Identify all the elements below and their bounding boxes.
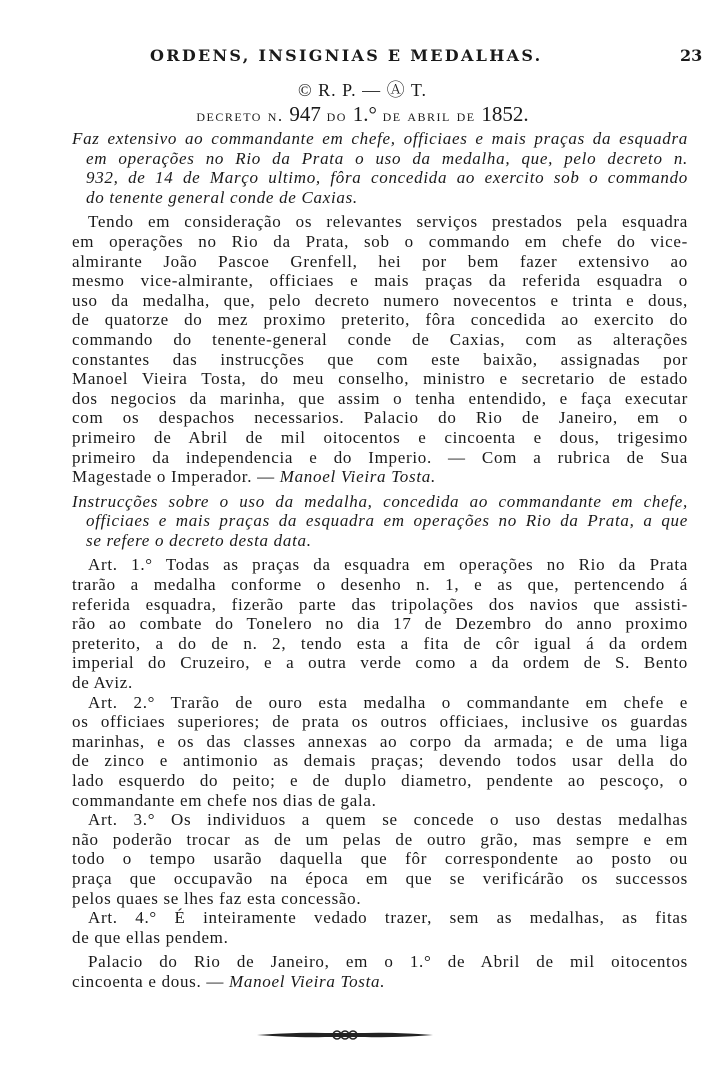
line-text: uso da medalha, que, pelo decreto numero novecentos e trinta e dous, [72, 290, 688, 310]
line-text: em operações no Rio da Prata, sob o commando em chefe do vice- [72, 231, 688, 251]
instructions-title [72, 492, 688, 551]
line-text: do tenente general conde de Caxias. [86, 187, 358, 207]
decree-number: 947 [289, 102, 321, 126]
text-line [72, 369, 688, 389]
text-line [72, 212, 688, 232]
text-line [72, 330, 688, 350]
text-line [72, 168, 688, 188]
text-line [72, 467, 688, 487]
text-line [72, 712, 688, 732]
line-text: Art. 4.° É inteiramente vedado trazer, sem as medalhas, as fitas [88, 908, 688, 928]
line-text: com os despachos necessarios. Palacio do Rio de Janeiro, em o [72, 408, 688, 428]
text-line [72, 653, 688, 673]
line-text: Faz extensivo ao commandante em chefe, officiaes e mais praças da esquadra [72, 129, 688, 148]
text-line [72, 531, 688, 551]
line-text: primeiro de Abril de mil oitocentos e cincoenta e dous, trigesimo [72, 427, 688, 447]
section-title: ORDENS, INSIGNIAS E MEDALHAS. [150, 46, 543, 65]
article-4 [72, 908, 688, 947]
decree-heading [0, 102, 725, 127]
publisher-mark: © R. P. — Ⓐ T. [297, 80, 428, 100]
line-text: cincoenta e dous. — [72, 971, 230, 991]
line-text: officiaes e mais praças da esquadra em operações no Rio da Prata, a que [86, 511, 688, 531]
page-body [72, 129, 688, 992]
line-text: os officiaes superiores; de prata os outros officiaes, inclusive os guardas [72, 712, 688, 732]
line-text: pelos quaes se lhes faz esta concessão. [72, 888, 362, 908]
line-text: marinhas, e os das classes annexas ao corpo da armada; e de uma liga [72, 731, 688, 751]
line-text: commando do tenente-general conde de Caxias, com as alterações [72, 329, 688, 349]
closing [72, 952, 688, 991]
end-ornament [255, 1028, 435, 1042]
line-text: Instrucções sobre o uso da medalha, concedida ao commandante em chefe, [72, 491, 688, 511]
text-line [72, 511, 688, 531]
line-text: primeiro da independencia e do Imperio. — Com a rubrica de Sua [72, 447, 688, 467]
line-text: Art. 3.° Os individuos a quem se concede o uso destas medalhas [88, 810, 688, 830]
line-text: preterito, a do de n. 2, tendo esta a fita de côr igual á da ordem [72, 633, 688, 653]
line-text: 932, de 14 de Março ultimo, fôra concedida ao exercito sob o commando [86, 168, 688, 188]
text-line [72, 149, 688, 169]
text-line [72, 830, 688, 850]
line-text: todo o tempo usarão daquella que fôr correspondente ao posto ou [72, 849, 688, 869]
line-text: se refere o decreto desta data. [86, 530, 312, 550]
line-text: Magestade o Imperador. — [72, 467, 280, 487]
text-line [72, 492, 688, 512]
page-number: 23 [680, 46, 703, 65]
line-text: Art. 1.° Todas as praças da esquadra em operações no Rio da Prata [88, 555, 688, 575]
text-line [72, 972, 688, 992]
line-text: almirante João Pascoe Grenfell, hei por bem fazer extensivo ao [72, 251, 688, 271]
text-line [72, 614, 688, 634]
line-text: Tendo em consideração os relevantes serviços prestados pela esquadra [88, 212, 688, 232]
line-text: não poderão trocar as de um pelas de outro grão, mas sempre e em [72, 829, 688, 849]
text-line [72, 232, 688, 252]
summary [72, 129, 688, 207]
text-line [72, 751, 688, 771]
text-line [72, 869, 688, 889]
line-text: referida esquadra, fizerão parte das tripolações dos navios que assisti- [72, 594, 688, 614]
text-line [72, 350, 688, 370]
line-text: constantes das instrucções que com este baixão, assignadas por [72, 349, 688, 369]
text-line [72, 791, 688, 811]
text-line [72, 810, 688, 830]
decree-year: 1852. [481, 102, 529, 126]
line-text: de zinco e antimonio as demais praças; devendo todos usar della do [72, 751, 688, 771]
text-line [72, 908, 688, 928]
text-line [72, 129, 688, 149]
text-line [72, 849, 688, 869]
decree-prefix: decreto n. [196, 106, 284, 125]
line-text: rão ao combate do Tonelero no dia 17 de Dezembro do anno proximo [72, 614, 688, 634]
article-2 [72, 693, 688, 811]
text-line [72, 952, 688, 972]
line-text: dos negocios da marinha, que assim o tenha entendido, e faça executar [72, 388, 688, 408]
article-1 [72, 555, 688, 692]
decree-mid: do [326, 106, 347, 125]
line-text: commandante em chefe nos dias de gala. [72, 790, 377, 810]
line-text: trarão a medalha conforme o desenho n. 1, e as que, pertencendo á [72, 575, 688, 595]
text-line [72, 389, 688, 409]
text-line [72, 408, 688, 428]
text-line [72, 634, 688, 654]
text-line [72, 291, 688, 311]
text-line [72, 575, 688, 595]
line-text: de que ellas pendem. [72, 927, 229, 947]
text-line [72, 448, 688, 468]
signature: Manoel Vieira Tosta. [279, 467, 436, 487]
text-line [72, 595, 688, 615]
text-line [72, 732, 688, 752]
line-text: praça que occupavão na época em que se verificárão os successos [72, 868, 688, 888]
line-text: lado esquerdo do peito; e de duplo diametro, pendente ao pescoço, o [72, 771, 688, 790]
text-line [72, 771, 688, 791]
line-text: de Aviz. [72, 673, 133, 693]
text-line [72, 928, 688, 948]
article-3 [72, 810, 688, 908]
text-line [72, 889, 688, 909]
line-text: mesmo vice-almirante, officiaes e mais praças da referida esquadra o [72, 271, 688, 291]
text-line [72, 693, 688, 713]
line-text: em operações no Rio da Prata o uso da medalha, que, pelo decreto n. [86, 148, 688, 168]
text-line [72, 252, 688, 272]
line-text: de quatorze do mez proximo preterito, fôra concedida ao exercito do [72, 310, 688, 330]
text-line [72, 428, 688, 448]
text-line [72, 673, 688, 693]
line-text: Art. 2.° Trarão de ouro esta medalha o commandante em chefe e [88, 692, 688, 712]
line-text: Palacio do Rio de Janeiro, em o 1.° de Abril de mil oitocentos [88, 952, 688, 972]
text-line [72, 555, 688, 575]
signature: Manoel Vieira Tosta. [229, 971, 386, 991]
text-line [72, 271, 688, 291]
text-line [72, 188, 688, 208]
decree-body [72, 212, 688, 486]
line-text: imperial do Cruzeiro, e a outra verde como a da ordem de S. Bento [72, 653, 688, 673]
text-line [72, 310, 688, 330]
decree-mid2: de abril de [382, 106, 476, 125]
decree-day: 1.° [352, 102, 377, 126]
line-text: Manoel Vieira Tosta, do meu conselho, ministro e secretario de estado [72, 369, 688, 389]
